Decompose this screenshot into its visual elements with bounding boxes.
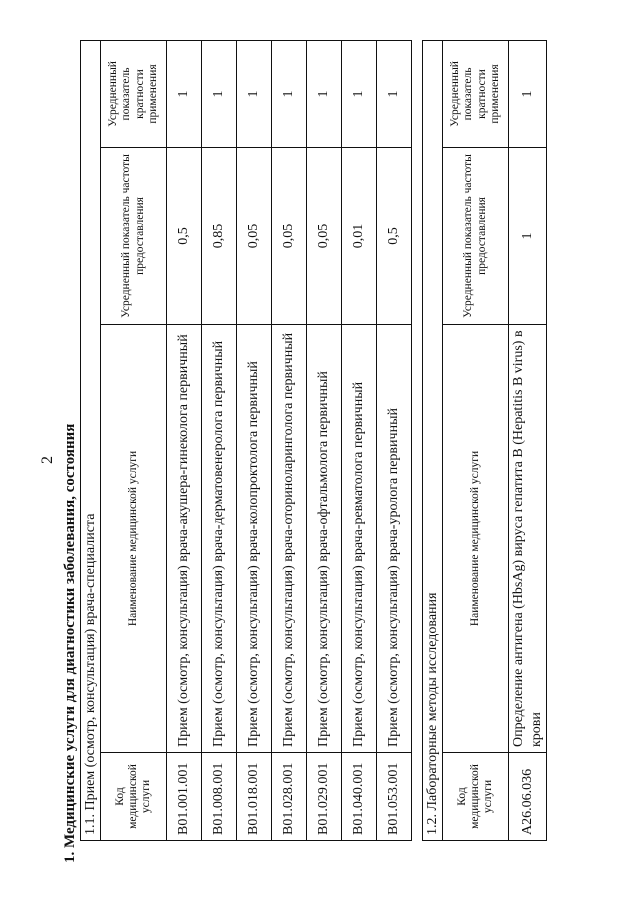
multiplicity-value: 1 (202, 40, 237, 147)
table-row (377, 40, 412, 840)
table-row (272, 40, 307, 840)
section-title-row (423, 40, 443, 840)
frequency-value: 0,05 (237, 148, 272, 325)
service-code: B01.053.001 (377, 753, 412, 841)
header-code: Код медицинской услуги (101, 753, 167, 841)
table-row (342, 40, 377, 840)
table-row (509, 40, 547, 840)
frequency-value: 1 (509, 148, 547, 325)
multiplicity-value: 1 (272, 40, 307, 147)
service-code: B01.028.001 (272, 753, 307, 841)
services-table-consultations (80, 40, 412, 841)
multiplicity-value: 1 (509, 40, 547, 147)
multiplicity-value: 1 (307, 40, 342, 147)
service-code: B01.029.001 (307, 753, 342, 841)
frequency-value: 0,05 (307, 148, 342, 325)
table-header-row (101, 40, 167, 840)
header-multiplicity: Усредненный показатель кратности применения (443, 40, 509, 147)
table-row (237, 40, 272, 840)
service-name: Прием (осмотр, консультация) врача-уролога первичный (377, 325, 412, 753)
document-title: 1. Медицинские услуги для диагностики заболевания, состояния (62, 423, 78, 863)
service-code: B01.040.001 (342, 753, 377, 841)
service-name: Прием (осмотр, консультация) врача-дерматовенеролога первичный (202, 325, 237, 753)
header-name: Наименование медицинской услуги (101, 325, 167, 753)
service-code: B01.001.001 (167, 753, 202, 841)
service-code: A26.06.036 (509, 753, 547, 841)
service-name: Прием (осмотр, консультация) врача-офтальмолога первичный (307, 325, 342, 753)
table-row (307, 40, 342, 840)
header-multiplicity: Усредненный показатель кратности применения (101, 40, 167, 147)
services-table-laboratory (422, 40, 547, 841)
service-name: Определение антигена (HbsAg) вируса гепатита B (Hepatitis B virus) в крови (509, 325, 547, 753)
service-code: B01.008.001 (202, 753, 237, 841)
section-title: 1.1. Прием (осмотр, консультация) врача-специалиста (81, 40, 101, 840)
header-code: Код медицинской услуги (443, 753, 509, 841)
table-row (167, 40, 202, 840)
header-frequency: Усредненный показатель частоты предоставления (443, 148, 509, 325)
service-name: Прием (осмотр, консультация) врача-колопроктолога первичный (237, 325, 272, 753)
multiplicity-value: 1 (342, 40, 377, 147)
multiplicity-value: 1 (167, 40, 202, 147)
service-name: Прием (осмотр, консультация) врача-оториноларинголога первичный (272, 325, 307, 753)
frequency-value: 0,01 (342, 148, 377, 325)
page-number: 2 (39, 456, 56, 464)
section-title: 1.2. Лабораторные методы исследования (423, 40, 443, 840)
service-name: Прием (осмотр, консультация) врача-акушера-гинеколога первичный (167, 325, 202, 753)
header-name: Наименование медицинской услуги (443, 325, 509, 753)
service-name: Прием (осмотр, консультация) врача-ревматолога первичный (342, 325, 377, 753)
section-title-row (81, 40, 101, 840)
frequency-value: 0,5 (167, 148, 202, 325)
frequency-value: 0,85 (202, 148, 237, 325)
header-frequency: Усредненный показатель частоты предоставления (101, 148, 167, 325)
multiplicity-value: 1 (377, 40, 412, 147)
table-row (202, 40, 237, 840)
multiplicity-value: 1 (237, 40, 272, 147)
service-code: B01.018.001 (237, 753, 272, 841)
table-header-row (443, 40, 509, 840)
frequency-value: 0,5 (377, 148, 412, 325)
frequency-value: 0,05 (272, 148, 307, 325)
